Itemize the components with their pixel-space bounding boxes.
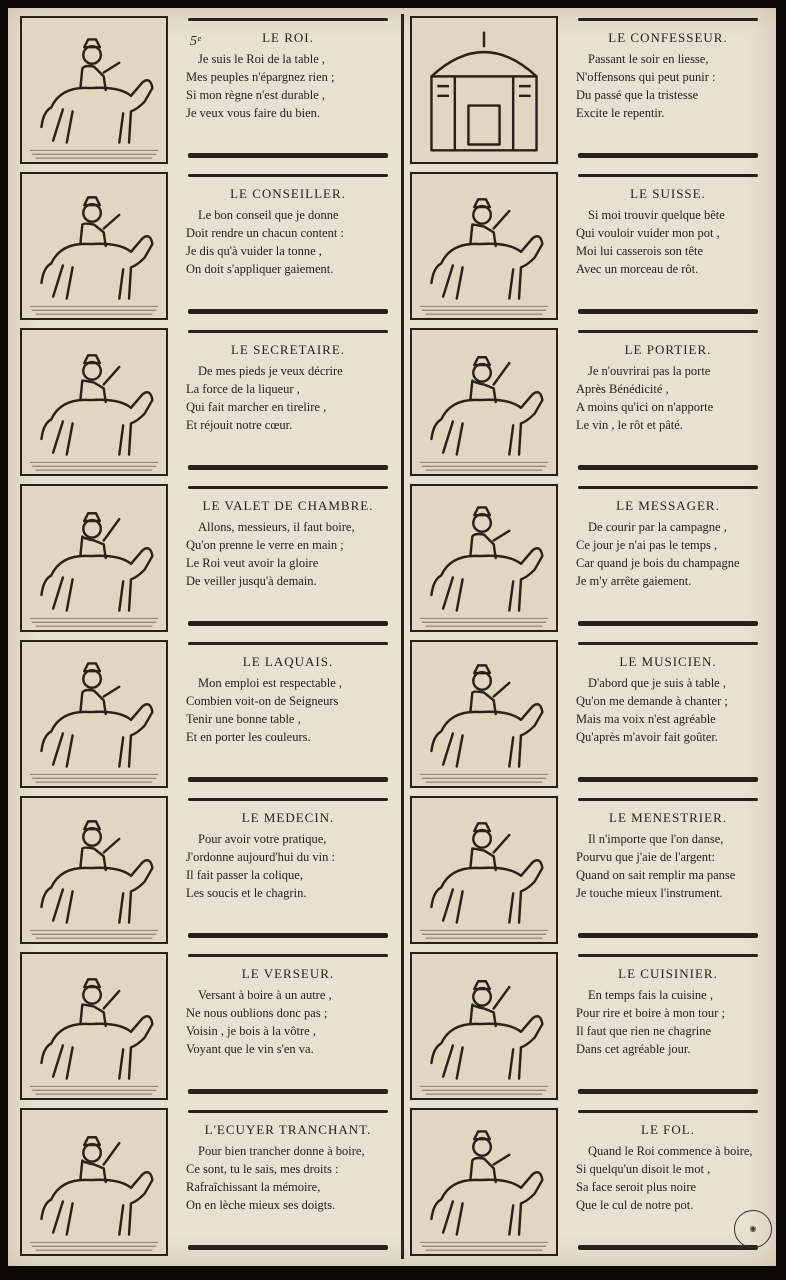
sheet-mark: 5ᵉ <box>190 34 201 49</box>
verse-title: LE MUSICIEN. <box>619 654 717 669</box>
right-entry <box>406 480 768 636</box>
verse-line: N'offensons qui peut punir : <box>576 70 716 84</box>
ornamental-rule <box>188 777 388 782</box>
ornamental-rule <box>578 1245 758 1250</box>
right-entry <box>406 168 768 324</box>
verse-lines <box>186 830 396 902</box>
verse-line: Excite le repentir. <box>576 106 665 120</box>
horse-rider-woodcut-icon <box>410 172 558 320</box>
verse-line: Ce sont, tu le sais, mes droits : <box>186 1162 339 1176</box>
right-entry <box>406 792 768 948</box>
ornamental-rule <box>188 153 388 158</box>
verse-block <box>178 484 398 632</box>
verse-line: Avec un morceau de rôt. <box>576 262 699 276</box>
ornamental-rule <box>578 174 758 177</box>
ornamental-rule <box>578 465 758 470</box>
ornamental-rule <box>578 330 758 333</box>
verse-line: Pour bien trancher donne à boire, <box>198 1144 365 1158</box>
left-column <box>16 8 398 1266</box>
left-entry <box>16 792 398 948</box>
left-entry <box>16 168 398 324</box>
left-entry <box>16 480 398 636</box>
right-column <box>406 8 768 1266</box>
verse-title: LE CONSEILLER. <box>230 186 346 201</box>
broadsheet <box>8 8 776 1266</box>
verse-block <box>178 172 398 320</box>
verse-title: LE VALET DE CHAMBRE. <box>202 498 374 513</box>
verse-line: Qu'on prenne le verre en main ; <box>186 538 344 552</box>
verse-lines <box>576 830 766 902</box>
horse-rider-woodcut-icon <box>20 640 168 788</box>
ornamental-rule <box>578 954 758 957</box>
right-entry <box>406 1104 768 1260</box>
verse-line: Et en porter les couleurs. <box>186 730 311 744</box>
verse-line: En temps fais la cuisine , <box>588 988 713 1002</box>
right-entry <box>406 948 768 1104</box>
left-entry <box>16 324 398 480</box>
verse-block <box>568 16 768 164</box>
verse-line: Il fait passer la colique, <box>186 868 303 882</box>
verse-line: Ce jour je n'ai pas le temps , <box>576 538 718 552</box>
column-divider <box>401 14 404 1259</box>
verse-line: De mes pieds je veux décrire <box>198 364 343 378</box>
ornamental-rule <box>578 1089 758 1094</box>
verse-line: Voisin , je bois à la vôtre , <box>186 1024 316 1038</box>
horse-rider-woodcut-icon <box>410 484 558 632</box>
verse-line: De courir par la campagne , <box>588 520 727 534</box>
verse-line: Si moi trouvir quelque bête <box>588 208 725 222</box>
verse-lines <box>186 1142 396 1214</box>
verse-line: Mes peuples n'épargnez rien ; <box>186 70 335 84</box>
horse-rider-woodcut-icon <box>20 952 168 1100</box>
ornamental-rule <box>188 1110 388 1113</box>
verse-line: Qui fait marcher en tirelire , <box>186 400 327 414</box>
ornamental-rule <box>188 486 388 489</box>
horse-rider-woodcut-icon <box>20 172 168 320</box>
ornamental-rule <box>188 933 388 938</box>
ornamental-rule <box>578 1110 758 1113</box>
ornamental-rule <box>188 954 388 957</box>
verse-title: LE LAQUAIS. <box>242 654 334 669</box>
verse-line: Dans cet agréable jour. <box>576 1042 691 1056</box>
ornamental-rule <box>188 642 388 645</box>
verse-line: Après Bénédicité , <box>576 382 669 396</box>
verse-title: LE MESSAGER. <box>616 498 720 513</box>
verse-title: LE SECRETAIRE. <box>230 342 346 357</box>
verse-line: Voyant que le vin s'en va. <box>186 1042 314 1056</box>
chapel-woodcut-icon <box>410 16 558 164</box>
ornamental-rule <box>188 330 388 333</box>
verse-lines <box>186 986 396 1058</box>
verse-line: Car quand je bois du champagne <box>576 556 740 570</box>
verse-block <box>178 328 398 476</box>
horse-rider-woodcut-icon <box>410 640 558 788</box>
verse-line: De veiller jusqu'à demain. <box>186 574 317 588</box>
verse-lines <box>186 674 396 746</box>
verse-line: Rafraîchissant la mémoire, <box>186 1180 321 1194</box>
ornamental-rule <box>188 798 388 801</box>
verse-line: Il faut que rien ne chagrine <box>576 1024 712 1038</box>
verse-line: Qu'après m'avoir fait goûter. <box>576 730 718 744</box>
verse-line: Je dis qu'à vuider la tonne , <box>186 244 322 258</box>
verse-lines <box>576 986 766 1058</box>
verse-lines <box>576 50 766 122</box>
verse-lines <box>576 362 766 434</box>
right-entry <box>406 12 768 168</box>
verse-line: Allons, messieurs, il faut boire, <box>198 520 355 534</box>
horse-rider-woodcut-icon <box>20 16 168 164</box>
horse-rider-woodcut-icon <box>20 484 168 632</box>
ornamental-rule <box>578 153 758 158</box>
ornamental-rule <box>578 486 758 489</box>
verse-line: Si mon règne n'est durable , <box>186 88 326 102</box>
verse-block <box>568 172 768 320</box>
verse-line: Quand le Roi commence à boire, <box>588 1144 753 1158</box>
verse-title: LE MEDECIN. <box>241 810 335 825</box>
verse-line: Le vin , le rôt et pâté. <box>576 418 683 432</box>
verse-block <box>568 640 768 788</box>
horse-rider-woodcut-icon <box>410 1108 558 1256</box>
verse-title: LE CUISINIER. <box>618 966 718 981</box>
verse-line: On doit s'appliquer gaiement. <box>186 262 334 276</box>
horse-rider-woodcut-icon <box>20 328 168 476</box>
verse-title: LE ROI. <box>262 30 314 45</box>
verse-line: Combien voit-on de Seigneurs <box>186 694 339 708</box>
verse-line: Qui vouloir vuider mon pot , <box>576 226 720 240</box>
verse-line: Je m'y arrête gaiement. <box>576 574 692 588</box>
verse-line: Pour avoir votre pratique, <box>198 832 327 846</box>
ornamental-rule <box>188 465 388 470</box>
verse-line: Ne nous oublions donc pas ; <box>186 1006 328 1020</box>
verse-line: Je suis le Roi de la table , <box>198 52 326 66</box>
right-entry <box>406 324 768 480</box>
verse-line: Le bon conseil que je donne <box>198 208 339 222</box>
verse-line: Qu'on me demande à chanter ; <box>576 694 728 708</box>
verse-title: LE CONFESSEUR. <box>608 30 728 45</box>
verse-block <box>178 16 398 164</box>
verse-block <box>568 484 768 632</box>
verse-line: Je veux vous faire du bien. <box>186 106 320 120</box>
left-entry <box>16 1104 398 1260</box>
verse-lines <box>576 1142 766 1214</box>
verse-line: Si quelqu'un disoit le mot , <box>576 1162 711 1176</box>
verse-line: Mon emploi est respectable , <box>198 676 343 690</box>
ornamental-rule <box>578 642 758 645</box>
ornamental-rule <box>578 933 758 938</box>
verse-title: LE VERSEUR. <box>241 966 335 981</box>
verse-line: Moi lui casserois son tête <box>576 244 704 258</box>
ornamental-rule <box>578 798 758 801</box>
ornamental-rule <box>188 1089 388 1094</box>
verse-line: Passant le soir en liesse, <box>588 52 709 66</box>
verse-lines <box>186 206 396 278</box>
horse-rider-woodcut-icon <box>410 328 558 476</box>
verse-block <box>178 640 398 788</box>
ornamental-rule <box>188 174 388 177</box>
horse-rider-woodcut-icon <box>20 796 168 944</box>
verse-title: LE MENESTRIER. <box>609 810 727 825</box>
verse-lines <box>576 206 766 278</box>
verse-title: LE SUISSE. <box>630 186 706 201</box>
verse-line: Le Roi veut avoir la gloire <box>186 556 319 570</box>
verse-line: J'ordonne aujourd'hui du vin : <box>186 850 335 864</box>
verse-block <box>178 952 398 1100</box>
ornamental-rule <box>188 621 388 626</box>
horse-rider-woodcut-icon <box>20 1108 168 1256</box>
verse-title: LE PORTIER. <box>624 342 712 357</box>
verse-line: A moins qu'ici on n'apporte <box>576 400 714 414</box>
verse-line: Les soucis et le chagrin. <box>186 886 307 900</box>
verse-line: Que le cul de notre pot. <box>576 1198 694 1212</box>
verse-line: Tenir une bonne table , <box>186 712 301 726</box>
verse-line: Sa face seroit plus noire <box>576 1180 697 1194</box>
verse-title: LE FOL. <box>641 1122 695 1137</box>
verse-line: Je n'ouvrirai pas la porte <box>588 364 711 378</box>
verse-lines <box>186 362 396 434</box>
left-entry <box>16 12 398 168</box>
ornamental-rule <box>578 18 758 21</box>
library-stamp-icon: ◉ <box>734 1210 772 1248</box>
verse-line: Pourvu que j'aie de l'argent: <box>576 850 715 864</box>
verse-block <box>178 1108 398 1256</box>
verse-line: Mais ma voix n'est agréable <box>576 712 716 726</box>
verse-line: Doit rendre un chacun content : <box>186 226 344 240</box>
ornamental-rule <box>578 621 758 626</box>
verse-block <box>568 952 768 1100</box>
verse-lines <box>186 518 396 590</box>
left-entry <box>16 948 398 1104</box>
verse-block <box>178 796 398 944</box>
verse-line: Et réjouit notre cœur. <box>186 418 293 432</box>
horse-rider-woodcut-icon <box>410 952 558 1100</box>
ornamental-rule <box>188 1245 388 1250</box>
verse-line: Versant à boire à un autre , <box>198 988 332 1002</box>
ornamental-rule <box>578 777 758 782</box>
horse-rider-woodcut-icon <box>410 796 558 944</box>
verse-block <box>568 328 768 476</box>
verse-line: Je touche mieux l'instrument. <box>576 886 723 900</box>
verse-title: L'ECUYER TRANCHANT. <box>204 1122 372 1137</box>
ornamental-rule <box>188 18 388 21</box>
verse-line: Il n'importe que l'on danse, <box>588 832 724 846</box>
verse-lines <box>186 50 396 122</box>
verse-line: Du passé que la tristesse <box>576 88 699 102</box>
verse-line: Quand on sait remplir ma panse <box>576 868 736 882</box>
right-entry <box>406 636 768 792</box>
verse-lines <box>576 518 766 590</box>
verse-lines <box>576 674 766 746</box>
verse-line: La force de la liqueur , <box>186 382 300 396</box>
verse-line: On en lèche mieux ses doigts. <box>186 1198 336 1212</box>
verse-line: D'abord que je suis à table , <box>588 676 726 690</box>
verse-block <box>568 796 768 944</box>
ornamental-rule <box>188 309 388 314</box>
ornamental-rule <box>578 309 758 314</box>
verse-line: Pour rire et boire à mon tour ; <box>576 1006 725 1020</box>
left-entry <box>16 636 398 792</box>
